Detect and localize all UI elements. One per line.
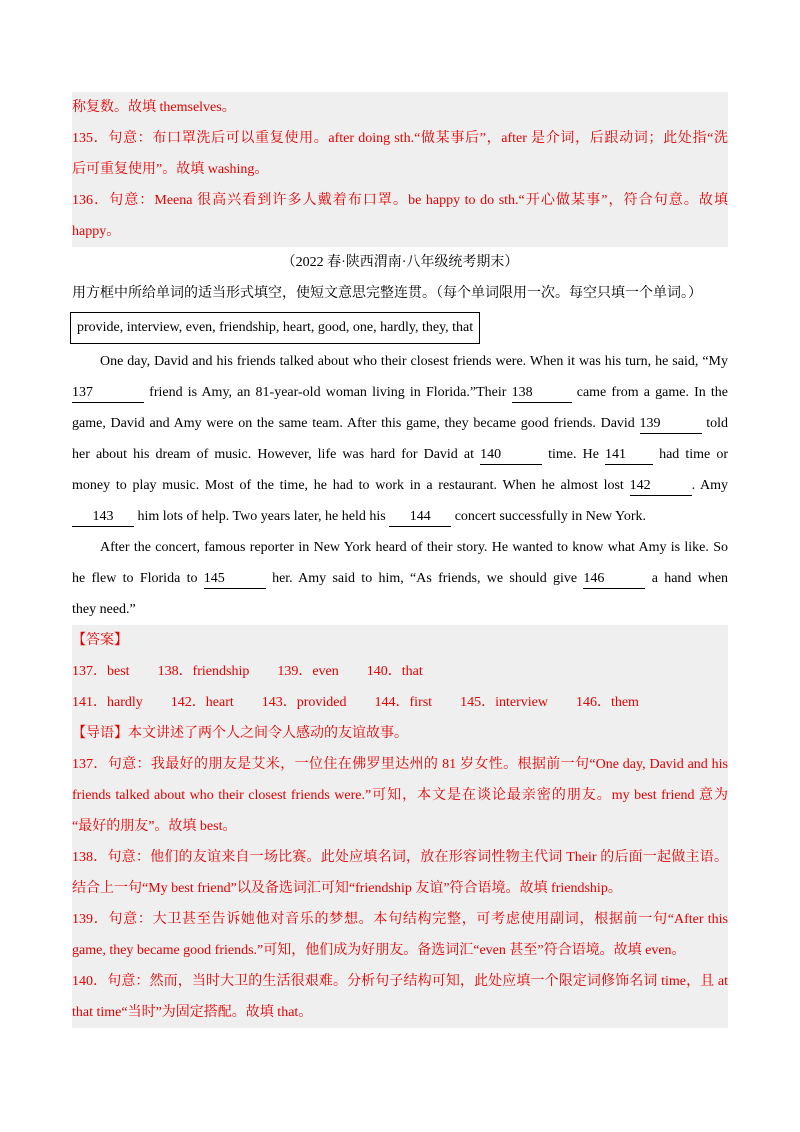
blank-140[interactable]: 140 (480, 446, 542, 465)
blank-146[interactable]: 146 (583, 570, 645, 589)
passage-line: game, David and Amy were on the same team. After this game, they became good friends. David 139 told (72, 408, 728, 439)
answer-item: 145．interview (460, 695, 548, 710)
blank-137[interactable]: 137 (72, 384, 144, 403)
expl-line: 139．句意：大卫甚至告诉她他对音乐的梦想。本句结构完整，可考虑使用副词，根据前一句“After this (72, 912, 728, 927)
answer-section (72, 625, 728, 1028)
answer-item: 137．best (72, 664, 130, 679)
passage-line: After the concert, famous reporter in New York heard of their story. He wanted to know what Amy is like. So (100, 540, 728, 555)
question-source: （2022 春·陕西渭南·八年级统考期末） (281, 255, 519, 270)
expl-line: that time“当时”为固定搭配。故填 that。 (72, 1005, 313, 1020)
expl-line: 后可重复使用”。故填 washing。 (72, 162, 269, 177)
expl-line: 140．句意：然而，当时大卫的生活很艰难。分析句子结构可知，此处应填一个限定词修饰名词 time，且 at (72, 974, 728, 989)
answers-row-2 (72, 687, 728, 718)
expl-line: “最好的朋友”。故填 best。 (72, 819, 237, 834)
blank-138[interactable]: 138 (512, 384, 572, 403)
answer-header: 【答案】 (72, 633, 128, 648)
expl-line: friends talked about who their closest friends were.”可知，本文是在谈论最亲密的朋友。my best friend 意为 (72, 788, 728, 803)
word-box: provide, interview, even, friendship, heart, good, one, hardly, they, that (70, 312, 480, 344)
answer-item: 141．hardly (72, 695, 143, 710)
expl-line: 136．句意：Meena 很高兴看到许多人戴着布口罩。be happy to do sth.“开心做某事”，符合句意。故填 (72, 193, 728, 208)
guide-text: 【导语】本文讲述了两个人之间令人感动的友谊故事。 (72, 726, 408, 741)
expl-line: 137．句意：我最好的朋友是艾米，一位住在佛罗里达州的 81 岁女性。根据前一句“One day, David and his (72, 757, 728, 772)
expl-line: game, they became good friends.”可知，他们成为好朋友。备选词汇“even 甚至”符合语境。故填 even。 (72, 943, 686, 958)
passage (72, 346, 728, 625)
expl-line: 135．句意：布口罩洗后可以重复使用。after doing sth.“做某事后”，after 是介词，后跟动词；此处指“洗 (72, 131, 728, 146)
expl-line: 138．句意：他们的友谊来自一场比赛。此处应填名词，放在形容词性物主代词 Their 的后面一起做主语。 (72, 850, 728, 865)
question-instruction: 用方框中所给单词的适当形式填空，使短文意思完整连贯。（每个单词限用一次。每空只填一个单词。） (72, 286, 702, 301)
passage-line: her about his dream of music. However, life was hard for David at 140 time. He 141 had time or (72, 439, 728, 470)
blank-144[interactable]: 144 (389, 508, 451, 527)
blank-143[interactable]: 143 (72, 508, 134, 527)
answer-item: 139．even (277, 664, 339, 679)
passage-line: One day, David and his friends talked about who their closest friends were. When it was his turn, he said, “My (100, 354, 728, 369)
expl-line: happy。 (72, 224, 121, 239)
blank-139[interactable]: 139 (640, 415, 702, 434)
answers-row-1 (72, 656, 728, 687)
answer-item: 138．friendship (157, 664, 250, 679)
previous-explanations (72, 92, 728, 247)
answer-item: 140．that (366, 664, 423, 679)
expl-line: 结合上一句“My best friend”以及备选词汇可知“friendship 友谊”符合语境。故填 friendship。 (72, 881, 622, 896)
blank-145[interactable]: 145 (204, 570, 266, 589)
answer-item: 142．heart (170, 695, 234, 710)
blank-141[interactable]: 141 (605, 446, 653, 465)
answer-item: 143．provided (261, 695, 347, 710)
passage-line: he flew to Florida to 145 her. Amy said to him, “As friends, we should give 146 a hand when (72, 563, 728, 594)
document-page (72, 92, 728, 1028)
answer-item: 144．first (374, 695, 433, 710)
passage-line: 143 him lots of help. Two years later, he held his 144 concert successfully in New York. (72, 501, 728, 532)
answer-item: 146．them (575, 695, 639, 710)
passage-line: 137 friend is Amy, an 81-year-old woman living in Florida.”Their 138 came from a game. In the (72, 377, 728, 408)
passage-line: money to play music. Most of the time, he had to work in a restaurant. When he almost lost 142 . Amy (72, 470, 728, 501)
blank-142[interactable]: 142 (630, 477, 692, 496)
expl-line: 称复数。故填 themselves。 (72, 100, 236, 115)
passage-line: they need.” (72, 602, 136, 617)
